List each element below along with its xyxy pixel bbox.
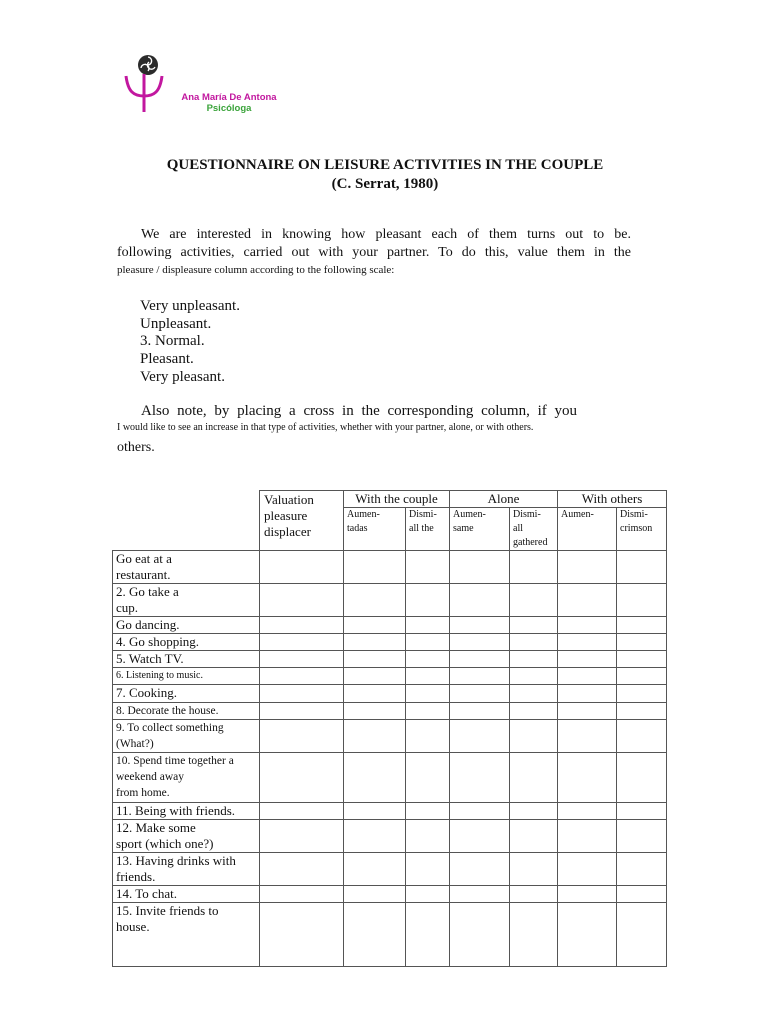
subheader-text: crimson bbox=[620, 523, 653, 534]
note-line-2: I would like to see an increase in that type of activities, whether with your partner, alone, or with others. bbox=[117, 422, 534, 433]
activity-label bbox=[113, 634, 260, 651]
activity-text: cup. bbox=[116, 600, 139, 615]
valuation-cell[interactable] bbox=[260, 820, 344, 853]
answer-cell[interactable] bbox=[558, 820, 617, 853]
subheader-text: Aumen- bbox=[347, 509, 380, 520]
answer-cell[interactable] bbox=[558, 703, 617, 720]
answer-cell[interactable] bbox=[344, 668, 406, 685]
answer-cell[interactable] bbox=[406, 803, 450, 820]
answer-cell[interactable] bbox=[558, 903, 617, 967]
answer-cell[interactable] bbox=[406, 617, 450, 634]
answer-cell[interactable] bbox=[450, 853, 510, 886]
answer-cell[interactable] bbox=[344, 617, 406, 634]
table-row bbox=[113, 668, 667, 685]
table-row bbox=[113, 820, 667, 853]
activity-label bbox=[113, 720, 260, 753]
activity-label bbox=[113, 853, 260, 886]
answer-cell[interactable] bbox=[617, 685, 667, 703]
answer-cell[interactable] bbox=[344, 903, 406, 967]
subheader-text: Dismi- bbox=[513, 509, 541, 520]
subheader-text: Aumen- bbox=[561, 509, 594, 520]
table-row bbox=[113, 803, 667, 820]
valuation-cell[interactable] bbox=[260, 685, 344, 703]
table-row bbox=[113, 886, 667, 903]
answer-cell[interactable] bbox=[344, 803, 406, 820]
subheader-decrease bbox=[617, 508, 667, 551]
subheader-increase bbox=[558, 508, 617, 551]
scale-item-4: Pleasant. bbox=[140, 351, 194, 367]
subheader-text: same bbox=[453, 523, 474, 534]
answer-cell[interactable] bbox=[450, 753, 510, 803]
answer-cell[interactable] bbox=[406, 651, 450, 668]
activity-text: 13. Having drinks with bbox=[116, 853, 236, 868]
table-row bbox=[113, 685, 667, 703]
answer-cell[interactable] bbox=[558, 584, 617, 617]
valuation-cell[interactable] bbox=[260, 886, 344, 903]
valuation-cell[interactable] bbox=[260, 803, 344, 820]
valuation-cell[interactable] bbox=[260, 753, 344, 803]
intro-line-3: pleasure / displeasure column according to the following scale: bbox=[117, 264, 395, 276]
answer-cell[interactable] bbox=[558, 720, 617, 753]
answer-cell[interactable] bbox=[558, 634, 617, 651]
answer-cell[interactable] bbox=[450, 886, 510, 903]
subheader-text: Dismi- bbox=[409, 509, 437, 520]
answer-cell[interactable] bbox=[558, 551, 617, 584]
activity-text: 6. Listening to music. bbox=[116, 670, 203, 681]
answer-cell[interactable] bbox=[450, 685, 510, 703]
answer-cell[interactable] bbox=[510, 853, 558, 886]
activity-text: Go dancing. bbox=[116, 617, 180, 632]
table-row bbox=[113, 617, 667, 634]
document-citation: (C. Serrat, 1980) bbox=[331, 176, 439, 192]
document-title: QUESTIONNAIRE ON LEISURE ACTIVITIES IN THE COUPLE bbox=[166, 157, 604, 173]
valuation-label: pleasure bbox=[264, 508, 308, 523]
answer-cell[interactable] bbox=[510, 703, 558, 720]
valuation-label: Valuation bbox=[264, 492, 314, 507]
answer-cell[interactable] bbox=[617, 820, 667, 853]
activity-label bbox=[113, 584, 260, 617]
answer-cell[interactable] bbox=[406, 720, 450, 753]
answer-cell[interactable] bbox=[344, 820, 406, 853]
answer-cell[interactable] bbox=[450, 803, 510, 820]
table-row bbox=[113, 753, 667, 803]
answer-cell[interactable] bbox=[406, 551, 450, 584]
valuation-cell[interactable] bbox=[260, 551, 344, 584]
intro-line-2: following activities, carried out with your partner. To do this, value them in the bbox=[117, 245, 631, 260]
activity-label bbox=[113, 753, 260, 803]
subheader-decrease bbox=[510, 508, 558, 551]
answer-cell[interactable] bbox=[617, 903, 667, 967]
table-row bbox=[113, 584, 667, 617]
answer-cell[interactable] bbox=[406, 668, 450, 685]
answer-cell[interactable] bbox=[344, 753, 406, 803]
subheader-text: Aumen- bbox=[453, 509, 486, 520]
answer-cell[interactable] bbox=[450, 617, 510, 634]
activity-label bbox=[113, 685, 260, 703]
activity-text: 4. Go shopping. bbox=[116, 634, 200, 649]
answer-cell[interactable] bbox=[510, 668, 558, 685]
answer-cell[interactable] bbox=[558, 651, 617, 668]
answer-cell[interactable] bbox=[617, 651, 667, 668]
activity-text: (What?) bbox=[116, 738, 154, 750]
answer-cell[interactable] bbox=[510, 820, 558, 853]
answer-cell[interactable] bbox=[344, 584, 406, 617]
valuation-cell[interactable] bbox=[260, 634, 344, 651]
activity-text: 11. Being with friends. bbox=[116, 803, 236, 818]
header-blank bbox=[113, 491, 260, 551]
answer-cell[interactable] bbox=[558, 853, 617, 886]
intro-line-1: We are interested in knowing how pleasant each of them turns out to be. bbox=[141, 227, 631, 242]
activity-text: house. bbox=[116, 919, 150, 934]
answer-cell[interactable] bbox=[450, 703, 510, 720]
scale-item-3: 3. Normal. bbox=[140, 333, 205, 349]
table-row bbox=[113, 651, 667, 668]
valuation-cell[interactable] bbox=[260, 617, 344, 634]
activity-text: restaurant. bbox=[116, 567, 171, 582]
answer-cell[interactable] bbox=[510, 651, 558, 668]
answer-cell[interactable] bbox=[450, 634, 510, 651]
answer-cell[interactable] bbox=[344, 651, 406, 668]
activity-label bbox=[113, 703, 260, 720]
answer-cell[interactable] bbox=[617, 720, 667, 753]
answer-cell[interactable] bbox=[558, 753, 617, 803]
answer-cell[interactable] bbox=[406, 753, 450, 803]
note-line-3: others. bbox=[117, 440, 155, 455]
activity-text: Go eat at a bbox=[116, 551, 172, 566]
answer-cell[interactable] bbox=[617, 584, 667, 617]
answer-cell[interactable] bbox=[344, 551, 406, 584]
answer-cell[interactable] bbox=[510, 685, 558, 703]
activity-text: from home. bbox=[116, 787, 170, 799]
activity-text: sport (which one?) bbox=[116, 836, 214, 851]
answer-cell[interactable] bbox=[344, 634, 406, 651]
answer-cell[interactable] bbox=[510, 903, 558, 967]
valuation-cell[interactable] bbox=[260, 903, 344, 967]
scale-item-2: Unpleasant. bbox=[140, 316, 212, 332]
table-row bbox=[113, 703, 667, 720]
psi-symbol-icon bbox=[122, 52, 164, 114]
answer-cell[interactable] bbox=[450, 903, 510, 967]
answer-cell[interactable] bbox=[406, 820, 450, 853]
activity-label bbox=[113, 668, 260, 685]
answer-cell[interactable] bbox=[344, 886, 406, 903]
valuation-cell[interactable] bbox=[260, 584, 344, 617]
table-row bbox=[113, 853, 667, 886]
valuation-header bbox=[260, 491, 344, 551]
scale-item-5: Very pleasant. bbox=[140, 369, 225, 385]
answer-cell[interactable] bbox=[617, 668, 667, 685]
answer-cell[interactable] bbox=[450, 720, 510, 753]
activity-text: 10. Spend time together a bbox=[116, 755, 234, 767]
table-row bbox=[113, 720, 667, 753]
subheader-text: all gathered bbox=[513, 523, 548, 548]
valuation-cell[interactable] bbox=[260, 703, 344, 720]
activity-text: 15. Invite friends to bbox=[116, 903, 219, 918]
answer-cell[interactable] bbox=[406, 886, 450, 903]
activity-label bbox=[113, 903, 260, 967]
group-with-others: With others bbox=[558, 491, 667, 508]
activity-text: 14. To chat. bbox=[116, 886, 177, 901]
answer-cell[interactable] bbox=[558, 617, 617, 634]
activity-label bbox=[113, 820, 260, 853]
answer-cell[interactable] bbox=[558, 886, 617, 903]
answer-cell[interactable] bbox=[510, 803, 558, 820]
valuation-label: displacer bbox=[264, 524, 311, 539]
logo-role: Psicóloga bbox=[206, 103, 252, 114]
activity-label bbox=[113, 617, 260, 634]
subheader-text: all the bbox=[409, 523, 434, 534]
answer-cell[interactable] bbox=[510, 634, 558, 651]
subheader-increase bbox=[344, 508, 406, 551]
answer-cell[interactable] bbox=[617, 703, 667, 720]
answer-cell[interactable] bbox=[617, 634, 667, 651]
activity-text: 8. Decorate the house. bbox=[116, 705, 219, 717]
answer-cell[interactable] bbox=[558, 668, 617, 685]
answer-cell[interactable] bbox=[450, 820, 510, 853]
answer-cell[interactable] bbox=[617, 753, 667, 803]
answer-cell[interactable] bbox=[406, 584, 450, 617]
table-row bbox=[113, 634, 667, 651]
answer-cell[interactable] bbox=[617, 617, 667, 634]
note-line-1: Also note, by placing a cross in the corresponding column, if you bbox=[141, 403, 577, 419]
logo bbox=[122, 52, 282, 116]
answer-cell[interactable] bbox=[450, 551, 510, 584]
answer-cell[interactable] bbox=[510, 753, 558, 803]
valuation-cell[interactable] bbox=[260, 853, 344, 886]
activity-label bbox=[113, 886, 260, 903]
answer-cell[interactable] bbox=[450, 668, 510, 685]
valuation-cell[interactable] bbox=[260, 720, 344, 753]
activity-label bbox=[113, 551, 260, 584]
answer-cell[interactable] bbox=[406, 703, 450, 720]
answer-cell[interactable] bbox=[450, 584, 510, 617]
answer-cell[interactable] bbox=[406, 685, 450, 703]
answer-cell[interactable] bbox=[510, 720, 558, 753]
table-row bbox=[113, 551, 667, 584]
activity-text: 12. Make some bbox=[116, 820, 196, 835]
answer-cell[interactable] bbox=[617, 853, 667, 886]
table-row bbox=[113, 903, 667, 967]
activity-text: friends. bbox=[116, 869, 156, 884]
logo-name: Ana María De Antona bbox=[181, 92, 277, 103]
valuation-cell[interactable] bbox=[260, 668, 344, 685]
answer-cell[interactable] bbox=[617, 803, 667, 820]
answer-cell[interactable] bbox=[450, 651, 510, 668]
answer-cell[interactable] bbox=[510, 551, 558, 584]
activity-text: 2. Go take a bbox=[116, 584, 179, 599]
answer-cell[interactable] bbox=[344, 703, 406, 720]
group-with-couple: With the couple bbox=[344, 491, 450, 508]
answer-cell[interactable] bbox=[558, 803, 617, 820]
activity-text: 5. Watch TV. bbox=[116, 651, 184, 666]
answer-cell[interactable] bbox=[344, 685, 406, 703]
answer-cell[interactable] bbox=[510, 886, 558, 903]
group-alone: Alone bbox=[450, 491, 558, 508]
answer-cell[interactable] bbox=[510, 584, 558, 617]
activity-label bbox=[113, 651, 260, 668]
valuation-cell[interactable] bbox=[260, 651, 344, 668]
activity-text: 7. Cooking. bbox=[116, 685, 178, 700]
subheader-increase bbox=[450, 508, 510, 551]
answer-cell[interactable] bbox=[510, 617, 558, 634]
answer-cell[interactable] bbox=[406, 853, 450, 886]
answer-cell[interactable] bbox=[558, 685, 617, 703]
activity-text: 9. To collect something bbox=[116, 722, 224, 734]
answer-cell[interactable] bbox=[617, 886, 667, 903]
subheader-text: Dismi- bbox=[620, 509, 648, 520]
answer-cell[interactable] bbox=[406, 634, 450, 651]
answer-cell[interactable] bbox=[617, 551, 667, 584]
scale-item-1: Very unpleasant. bbox=[140, 298, 240, 314]
subheader-text: tadas bbox=[347, 523, 368, 534]
answer-cell[interactable] bbox=[406, 903, 450, 967]
subheader-decrease bbox=[406, 508, 450, 551]
answer-cell[interactable] bbox=[344, 853, 406, 886]
activity-text: weekend away bbox=[116, 771, 185, 783]
answer-cell[interactable] bbox=[344, 720, 406, 753]
activity-label bbox=[113, 803, 260, 820]
activities-table bbox=[112, 490, 667, 967]
